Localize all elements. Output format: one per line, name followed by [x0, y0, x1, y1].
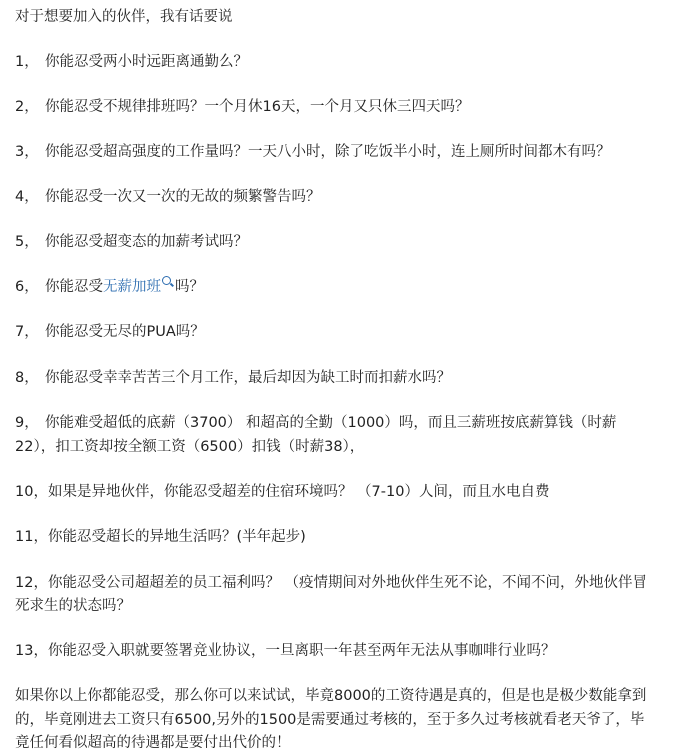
item-text: 你能忍受无尽的PUA吗？ — [45, 324, 205, 340]
item-text: 你能忍受超变态的加薪考试吗？ — [45, 234, 248, 250]
list-item — [15, 276, 204, 298]
item-number: 8， — [15, 370, 39, 386]
item-text: 你能忍受一次又一次的无故的频繁警告吗？ — [45, 189, 321, 205]
item-text: 你能忍受不规律排班吗？一个月休16天，一个月又只休三四天吗？ — [45, 99, 470, 115]
list-item — [15, 141, 611, 163]
item-number: 5， — [15, 234, 39, 250]
closing-paragraph-line: 如果你以上你都能忍受，那么你可以来试试，毕竟8000的工资待遇是真的，但是也是极少数能拿到 — [15, 688, 647, 704]
list-item — [15, 640, 555, 662]
item-number: 2， — [15, 99, 39, 115]
item-text-continuation: 22），扣工资却按全额工资（6500）扣钱（时薪38）， — [15, 439, 365, 455]
list-item — [15, 367, 451, 389]
item-number: 1， — [15, 54, 39, 70]
item-text: 吗？ — [175, 279, 204, 295]
item-text: 你能忍受 — [45, 279, 103, 295]
item-text: 你能忍受超长的异地生活吗？(半年起步) — [47, 529, 306, 545]
list-item — [15, 526, 306, 548]
item-text: 你能忍受超高强度的工作量吗？一天八小时，除了吃饭半小时，连上厕所时间都木有吗？ — [45, 144, 611, 160]
item-number: 7， — [15, 324, 39, 340]
item-text-continuation: 死求生的状态吗？ — [15, 598, 131, 614]
item-text: 你能忍受幸幸苦苦三个月工作，最后却因为缺工时而扣薪水吗？ — [45, 370, 451, 386]
item-number: 6， — [15, 279, 39, 295]
item-text: 你能难受超低的底薪（3700） 和超高的全勤（1000）吗，而且三薪班按底薪算钱（时薪 — [45, 415, 617, 431]
item-number: 4， — [15, 189, 39, 205]
list-item — [15, 412, 616, 434]
closing-paragraph-line: 竟任何看似超高的待遇都是要付出代价的！ — [15, 735, 291, 751]
item-text: 如果是异地伙伴，你能忍受超差的住宿环境吗？ （7-10）人间，而且水电自费 — [47, 484, 550, 500]
item-number: 13， — [15, 643, 48, 659]
list-item — [15, 321, 205, 343]
list-item — [15, 231, 248, 253]
item-number: 10， — [15, 484, 48, 500]
list-item — [15, 186, 321, 208]
item-text: 你能忍受入职就要签署竞业协议，一旦离职一年甚至两年无法从事咖啡行业吗？ — [47, 643, 556, 659]
item-number: 3， — [15, 144, 39, 160]
list-item — [15, 481, 549, 503]
item-number: 11， — [15, 529, 48, 545]
closing-paragraph-line: 的，毕竟刚进去工资只有6500,另外的1500是需要通过考核的，至于多久过考核就看老天爷了，毕 — [15, 712, 645, 728]
list-item — [15, 96, 469, 118]
search-icon[interactable] — [162, 276, 171, 285]
item-number: 9， — [15, 415, 39, 431]
list-item — [15, 572, 647, 594]
document-title: 对于想要加入的伙伴，我有话要说 — [15, 9, 233, 25]
item-text: 你能忍受公司超超差的员工福利吗？ （疫情期间对外地伙伴生死不论，不闻不问，外地伙伴冒 — [47, 575, 648, 591]
item-text: 你能忍受两小时远距离通勤么？ — [45, 54, 248, 70]
list-item — [15, 51, 248, 73]
search-link[interactable]: 无薪加班 — [103, 279, 161, 295]
item-number: 12， — [15, 575, 48, 591]
